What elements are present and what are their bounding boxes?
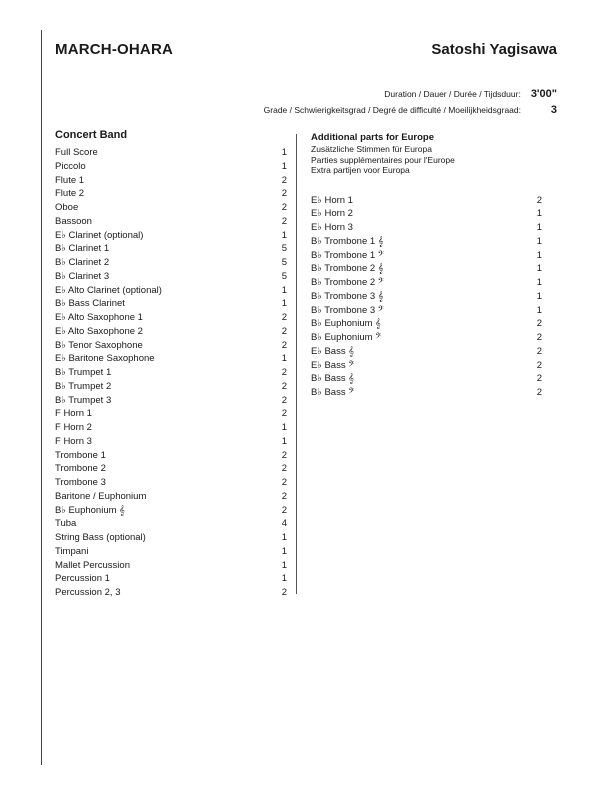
part-row	[55, 256, 287, 270]
part-name: F Horn 3	[55, 435, 92, 447]
part-name: B♭ Trombone 3 𝄢	[311, 304, 384, 316]
part-row	[55, 174, 287, 188]
part-row	[55, 284, 287, 298]
europe-parts-list	[311, 194, 542, 400]
part-row	[311, 235, 542, 249]
part-row	[55, 531, 287, 545]
part-row	[311, 304, 542, 318]
part-name: Full Score	[55, 147, 98, 158]
part-row	[311, 372, 542, 386]
part-quantity: 2	[536, 387, 542, 398]
part-quantity: 1	[281, 353, 287, 365]
part-row	[55, 449, 287, 463]
part-quantity: 1	[536, 290, 542, 302]
part-row	[311, 359, 542, 373]
part-quantity: 2	[281, 367, 287, 378]
part-name: B♭ Trombone 1 𝄞	[311, 235, 384, 247]
part-quantity: 2	[536, 332, 542, 343]
part-row	[55, 311, 287, 325]
part-quantity: 2	[281, 202, 287, 213]
part-name: Baritone / Euphonium	[55, 490, 147, 502]
part-quantity: 5	[281, 243, 287, 255]
piece-title: MARCH-OHARA	[55, 41, 174, 58]
grade-row	[264, 104, 557, 116]
part-row	[55, 435, 287, 449]
part-row	[55, 229, 287, 243]
part-quantity: 2	[281, 490, 287, 502]
europe-subtitle-nl: Extra partijen voor Europa	[311, 165, 410, 175]
grade-label: Grade / Schwierigkeitsgrad / Degré de difficulté / Moeilijkheidsgraad:	[263, 105, 521, 115]
part-name: Percussion 2, 3	[55, 587, 121, 598]
part-quantity: 1	[281, 160, 287, 172]
part-quantity: 1	[536, 263, 542, 275]
part-name: B♭ Trombone 3 𝄞	[311, 290, 384, 302]
part-name: Trombone 1	[55, 449, 106, 461]
part-row	[311, 290, 542, 304]
europe-section	[311, 129, 542, 400]
part-name: F Horn 2	[55, 422, 92, 433]
part-row	[311, 262, 542, 276]
concert-band-heading: Concert Band	[55, 129, 128, 141]
part-row	[55, 394, 287, 408]
duration-label: Duration / Dauer / Durée / Tijdsduur:	[384, 89, 521, 99]
part-name: B♭ Clarinet 3	[55, 270, 110, 282]
part-name: String Bass (optional)	[55, 532, 146, 543]
part-quantity: 2	[281, 587, 287, 598]
part-quantity: 2	[536, 318, 542, 330]
part-quantity: 1	[536, 235, 542, 247]
part-name: Flute 1	[55, 174, 85, 186]
concert-band-section	[55, 129, 287, 600]
part-row	[55, 407, 287, 421]
part-name: B♭ Euphonium 𝄢	[311, 332, 382, 343]
column-divider	[296, 134, 297, 594]
part-name: B♭ Trombone 1 𝄢	[311, 249, 384, 261]
part-quantity: 2	[281, 339, 287, 351]
part-name: E♭ Horn 2	[311, 208, 353, 220]
part-row	[311, 345, 542, 359]
part-quantity: 1	[536, 208, 542, 220]
part-quantity: 2	[536, 345, 542, 357]
part-name: B♭ Trombone 2 𝄢	[311, 277, 384, 288]
part-row	[311, 317, 542, 331]
part-quantity: 1	[281, 147, 287, 158]
part-name: E♭ Baritone Saxophone	[55, 353, 155, 365]
part-row	[55, 215, 287, 229]
part-name: E♭ Horn 1	[311, 194, 353, 206]
part-name: B♭ Euphonium 𝄞	[55, 504, 125, 516]
part-quantity: 2	[281, 463, 287, 475]
part-name: B♭ Euphonium 𝄞	[311, 318, 381, 330]
part-row	[55, 297, 287, 311]
concert-band-parts-list	[55, 146, 287, 600]
part-row	[55, 366, 287, 380]
part-name: B♭ Bass 𝄢	[311, 387, 355, 398]
part-quantity: 2	[281, 380, 287, 392]
part-row	[55, 201, 287, 215]
part-name: Flute 2	[55, 188, 85, 200]
part-quantity: 2	[281, 504, 287, 516]
part-quantity: 1	[281, 298, 287, 310]
part-name: F Horn 1	[55, 408, 92, 420]
part-quantity: 2	[281, 215, 287, 227]
part-row	[55, 339, 287, 353]
part-name: Trombone 3	[55, 477, 106, 488]
part-row	[55, 270, 287, 284]
part-quantity: 1	[281, 435, 287, 447]
part-quantity: 1	[281, 532, 287, 543]
part-row	[55, 146, 287, 160]
part-name: E♭ Clarinet (optional)	[55, 229, 144, 241]
part-quantity: 1	[281, 559, 287, 571]
part-quantity: 2	[281, 408, 287, 420]
part-name: E♭ Horn 3	[311, 222, 353, 233]
part-row	[55, 242, 287, 256]
part-quantity: 1	[281, 229, 287, 241]
grade-value: 3	[550, 104, 557, 116]
part-quantity: 1	[536, 249, 542, 261]
part-row	[55, 559, 287, 573]
part-name: B♭ Trombone 2 𝄞	[311, 263, 384, 275]
part-name: B♭ Trumpet 1	[55, 367, 112, 378]
part-name: Tuba	[55, 518, 77, 530]
part-row	[311, 221, 542, 235]
part-row	[311, 194, 542, 208]
part-name: E♭ Alto Saxophone 2	[55, 325, 143, 337]
part-name: B♭ Bass 𝄞	[311, 373, 354, 385]
part-row	[55, 572, 287, 586]
part-quantity: 1	[281, 422, 287, 433]
part-name: Mallet Percussion	[55, 559, 130, 571]
part-row	[55, 160, 287, 174]
part-quantity: 2	[536, 194, 542, 206]
part-quantity: 5	[281, 270, 287, 282]
part-quantity: 1	[281, 284, 287, 296]
part-row	[311, 331, 542, 345]
part-name: B♭ Clarinet 2	[55, 257, 110, 268]
part-name: Oboe	[55, 202, 79, 213]
part-row	[55, 517, 287, 531]
part-row	[55, 187, 287, 201]
europe-subtitle-de: Zusätzliche Stimmen für Europa	[311, 144, 432, 154]
part-name: E♭ Bass 𝄞	[311, 345, 354, 357]
part-quantity: 2	[281, 394, 287, 406]
part-name: B♭ Trumpet 2	[55, 380, 112, 392]
part-name: B♭ Clarinet 1	[55, 243, 110, 255]
part-row	[55, 545, 287, 559]
part-row	[55, 586, 287, 600]
part-name: Timpani	[55, 545, 89, 557]
duration-value: 3'00"	[530, 88, 557, 100]
part-quantity: 4	[281, 518, 287, 530]
part-name: B♭ Tenor Saxophone	[55, 339, 143, 351]
part-row	[311, 276, 542, 290]
part-quantity: 1	[536, 222, 542, 233]
composer-name: Satoshi Yagisawa	[431, 41, 557, 58]
part-row	[311, 207, 542, 221]
part-quantity: 5	[281, 257, 287, 268]
part-name: E♭ Bass 𝄢	[311, 359, 355, 371]
part-row	[55, 476, 287, 490]
part-row	[55, 490, 287, 504]
part-name: E♭ Alto Clarinet (optional)	[55, 284, 162, 296]
part-quantity: 1	[536, 277, 542, 288]
part-row	[55, 325, 287, 339]
part-row	[55, 380, 287, 394]
part-quantity: 1	[536, 304, 542, 316]
part-quantity: 1	[281, 573, 287, 585]
europe-heading: Additional parts for Europe	[311, 132, 434, 143]
part-quantity: 2	[281, 449, 287, 461]
part-quantity: 2	[281, 477, 287, 488]
part-quantity: 2	[281, 325, 287, 337]
part-quantity: 2	[281, 174, 287, 186]
part-name: Bassoon	[55, 215, 92, 227]
duration-row	[384, 88, 557, 100]
part-name: B♭ Trumpet 3	[55, 394, 112, 406]
part-name: Trombone 2	[55, 463, 106, 475]
part-quantity: 2	[281, 188, 287, 200]
part-name: Piccolo	[55, 160, 86, 172]
part-row	[55, 504, 287, 518]
part-row	[55, 352, 287, 366]
part-name: B♭ Bass Clarinet	[55, 298, 125, 310]
part-quantity: 1	[281, 545, 287, 557]
part-row	[55, 462, 287, 476]
europe-subtitle-fr: Parties supplémentaires pour l'Europe	[311, 154, 455, 165]
part-name: Percussion 1	[55, 573, 110, 585]
part-name: E♭ Alto Saxophone 1	[55, 312, 143, 323]
left-margin-rule	[41, 30, 42, 765]
part-quantity: 2	[536, 359, 542, 371]
part-quantity: 2	[536, 373, 542, 385]
part-row	[55, 421, 287, 435]
part-quantity: 2	[281, 312, 287, 323]
part-row	[311, 386, 542, 400]
part-row	[311, 249, 542, 263]
